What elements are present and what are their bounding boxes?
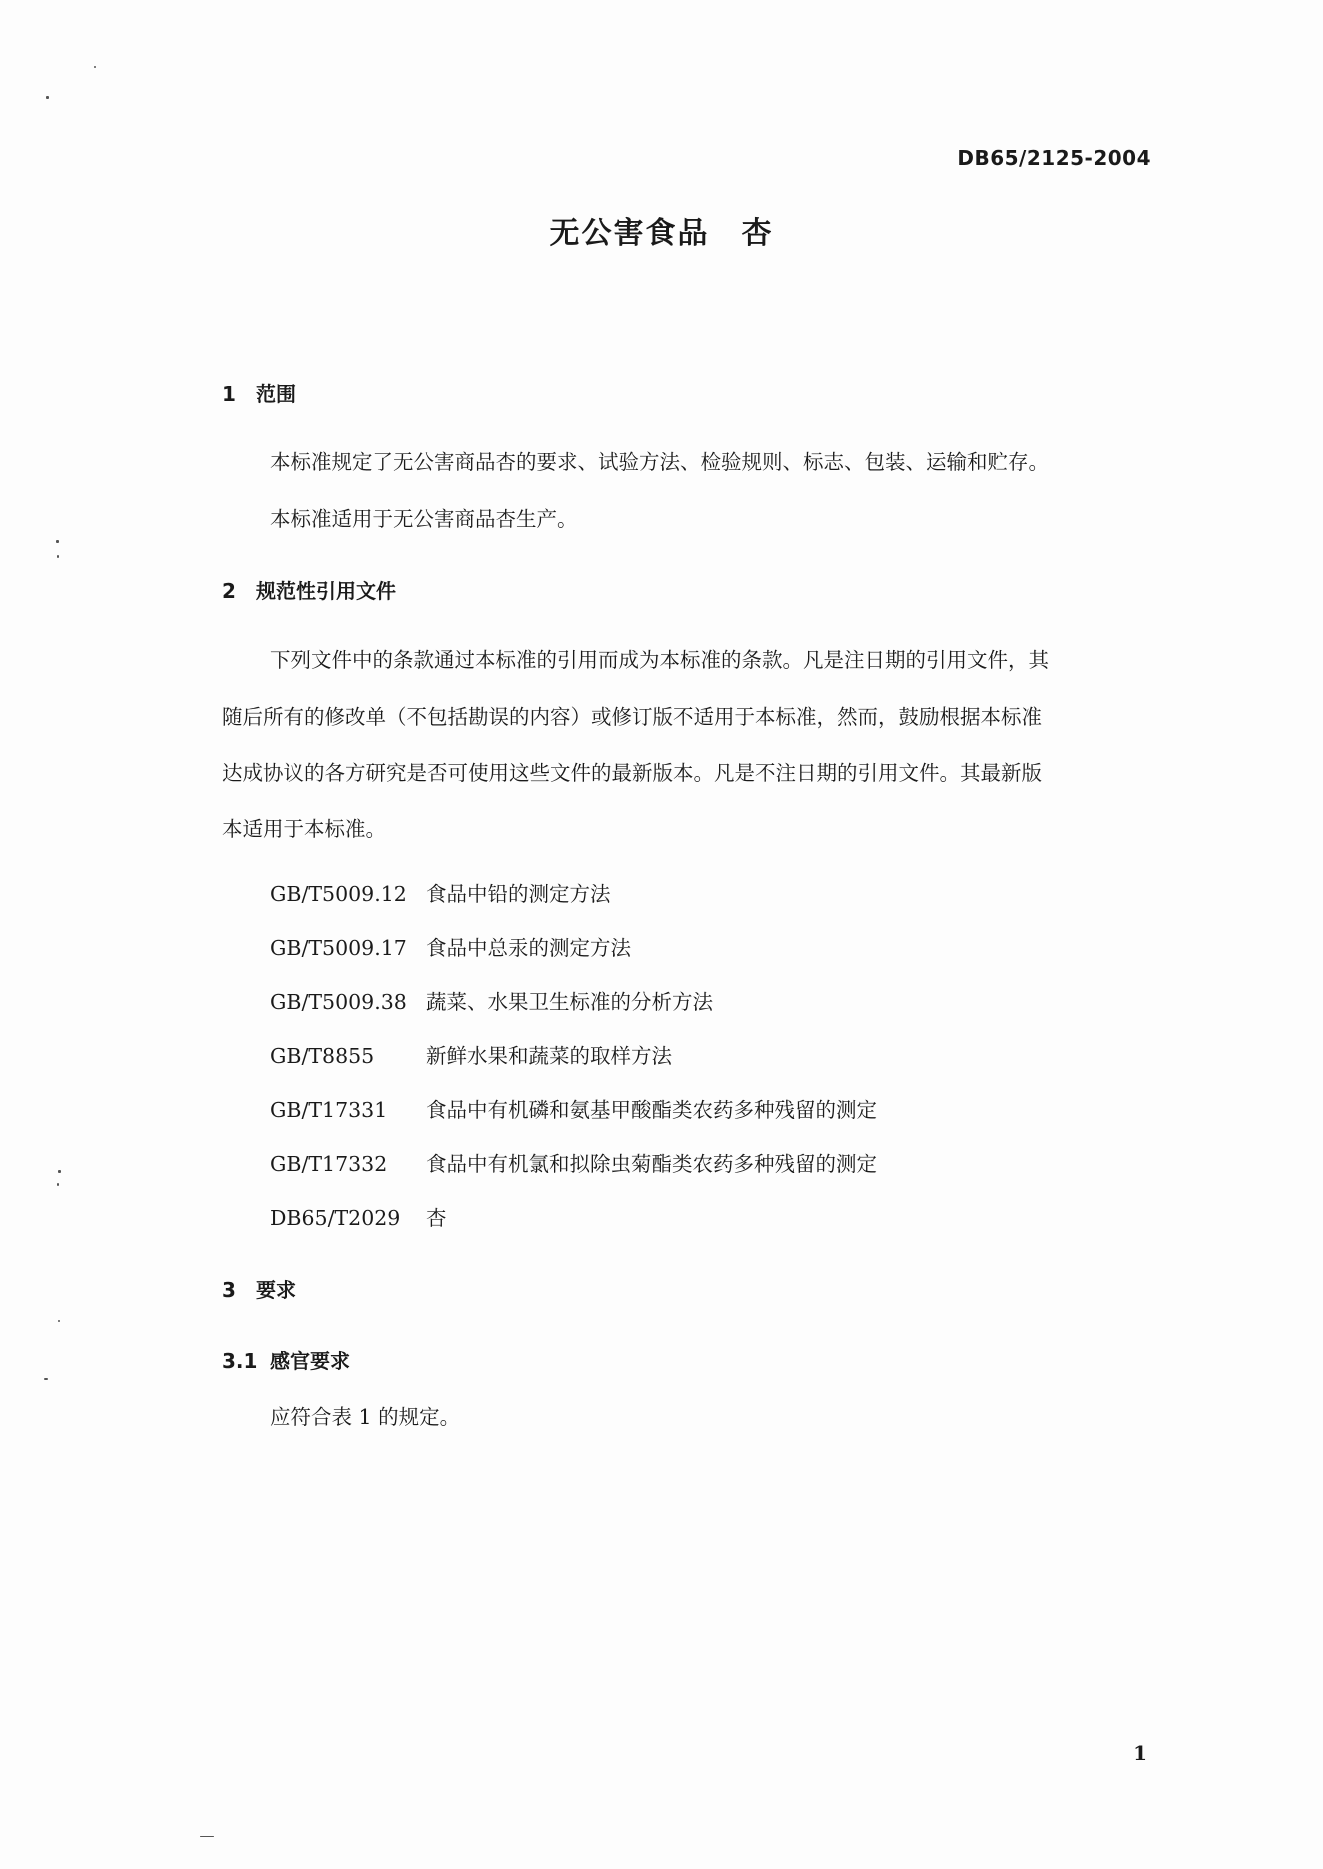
paragraph-line: 随后所有的修改单（不包括勘误的内容）或修订版不适用于本标准，然而，鼓励根据本标准: [222, 705, 1042, 729]
paragraph-line: 达成协议的各方研究是否可使用这些文件的最新版本。凡是不注日期的引用文件。其最新版: [222, 761, 1042, 785]
section-number: 2: [222, 579, 236, 603]
document-title: 无公害食品 杏: [549, 216, 774, 251]
reference-code: GB/T5009.12: [270, 882, 407, 906]
scan-speck: [44, 1378, 48, 1380]
scan-speck: [200, 1836, 214, 1837]
reference-code: GB/T5009.17: [270, 936, 407, 960]
scan-speck: [46, 96, 49, 99]
paragraph-line: 本适用于本标准。: [222, 817, 386, 841]
reference-item: [270, 877, 611, 907]
paragraph: 本标准适用于无公害商品杏生产。: [270, 507, 578, 531]
reference-title: 食品中总汞的测定方法: [426, 936, 631, 960]
reference-code: GB/T8855: [270, 1044, 375, 1068]
section-title: 要求: [256, 1278, 296, 1302]
page-number: 1: [1133, 1741, 1147, 1765]
reference-item: [270, 1147, 877, 1177]
reference-title: 蔬菜、水果卫生标准的分析方法: [426, 990, 713, 1014]
scan-speck: [58, 1320, 60, 1322]
section-3-heading: [222, 1274, 296, 1303]
section-title: 范围: [256, 382, 296, 406]
reference-title: 食品中有机氯和拟除虫菊酯类农药多种残留的测定: [426, 1152, 877, 1176]
section-title: 规范性引用文件: [256, 579, 396, 603]
reference-code: GB/T17332: [270, 1152, 388, 1176]
paragraph: 本标准规定了无公害商品杏的要求、试验方法、检验规则、标志、包装、运输和贮存。: [270, 450, 1049, 474]
reference-title: 食品中铅的测定方法: [426, 882, 611, 906]
reference-title: 杏: [426, 1206, 447, 1230]
reference-code: GB/T17331: [270, 1098, 388, 1122]
section-number: 3: [222, 1278, 236, 1302]
section-3-1-heading: [222, 1345, 350, 1374]
scan-speck: [56, 540, 59, 543]
reference-item: [270, 985, 713, 1015]
reference-item: [270, 1039, 672, 1069]
reference-item: [270, 931, 631, 961]
reference-item: [270, 1201, 447, 1231]
reference-item: [270, 1093, 877, 1123]
section-title: 感官要求: [270, 1349, 350, 1373]
reference-code: DB65/T2029: [270, 1206, 401, 1230]
section-number: 3.1: [222, 1349, 258, 1373]
reference-title: 新鲜水果和蔬菜的取样方法: [426, 1044, 672, 1068]
section-2-heading: [222, 575, 396, 604]
scan-speck: [94, 66, 96, 68]
section-number: 1: [222, 382, 236, 406]
scan-speck: [57, 1183, 59, 1186]
scan-speck: [58, 1170, 61, 1173]
reference-title: 食品中有机磷和氨基甲酸酯类农药多种残留的测定: [426, 1098, 877, 1122]
section-1-heading: [222, 378, 296, 407]
scan-speck: [57, 555, 59, 558]
reference-code: GB/T5009.38: [270, 990, 407, 1014]
paragraph-line: 下列文件中的条款通过本标准的引用而成为本标准的条款。凡是注日期的引用文件，其: [270, 648, 1049, 672]
paragraph: 应符合表 1 的规定。: [270, 1405, 461, 1429]
document-code: DB65/2125-2004: [957, 146, 1151, 170]
